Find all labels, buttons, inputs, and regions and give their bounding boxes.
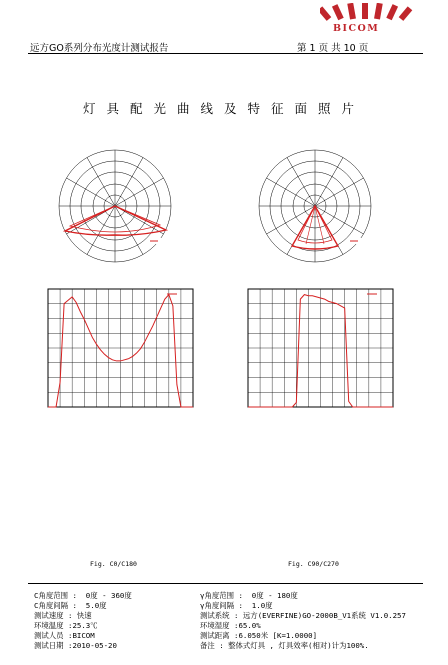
- figure-caption-left: Fig. C0/C180: [90, 560, 137, 568]
- intensity-chart-left: [30, 283, 200, 418]
- remark: 备注 : 整体式灯具 , 灯具效率(相对)计为100%.: [200, 641, 369, 650]
- intensity-chart-right: [230, 283, 400, 418]
- page-number: 第 1 页 共 10 页: [297, 43, 369, 54]
- test-distance: 测试距离 :6.050米 [K=1.0000]: [200, 631, 318, 640]
- polar-diagram-right: [240, 140, 390, 270]
- figure-caption-right: Fig. C90/C270: [288, 560, 339, 568]
- footer-rule: [28, 583, 423, 584]
- test-speed: 测试速度 : 快速: [34, 611, 92, 620]
- test-system: 测试系统 : 远方(EVERFINE)GO-2000B_V1系统 V1.0.257: [200, 611, 406, 620]
- logo-text: BICOM: [333, 23, 380, 34]
- header-rule: [28, 53, 423, 54]
- c-angle-step: C角度间隔 : 5.0度: [34, 601, 107, 610]
- ambient-temperature: 环境温度 :25.3℃: [34, 621, 98, 630]
- footer-left: [34, 591, 132, 651]
- test-date: 测试日期 :2010-05-20: [34, 641, 117, 650]
- gamma-angle-step: γ角度间隔 : 1.0度: [200, 601, 273, 610]
- c-angle-range: C角度范围 : 0度 - 360度: [34, 591, 132, 600]
- report-title: 远方GO系列分布光度计测试报告: [30, 43, 169, 54]
- tester: 测试人员 :BICOM: [34, 631, 95, 640]
- gamma-angle-range: γ角度范围 : 0度 - 180度: [200, 591, 298, 600]
- section-title: 灯具配光曲线及特征面照片: [82, 101, 365, 116]
- ambient-humidity: 环境湿度 :65.0%: [200, 621, 261, 630]
- footer-right: [200, 591, 406, 651]
- polar-diagram-left: [40, 140, 190, 270]
